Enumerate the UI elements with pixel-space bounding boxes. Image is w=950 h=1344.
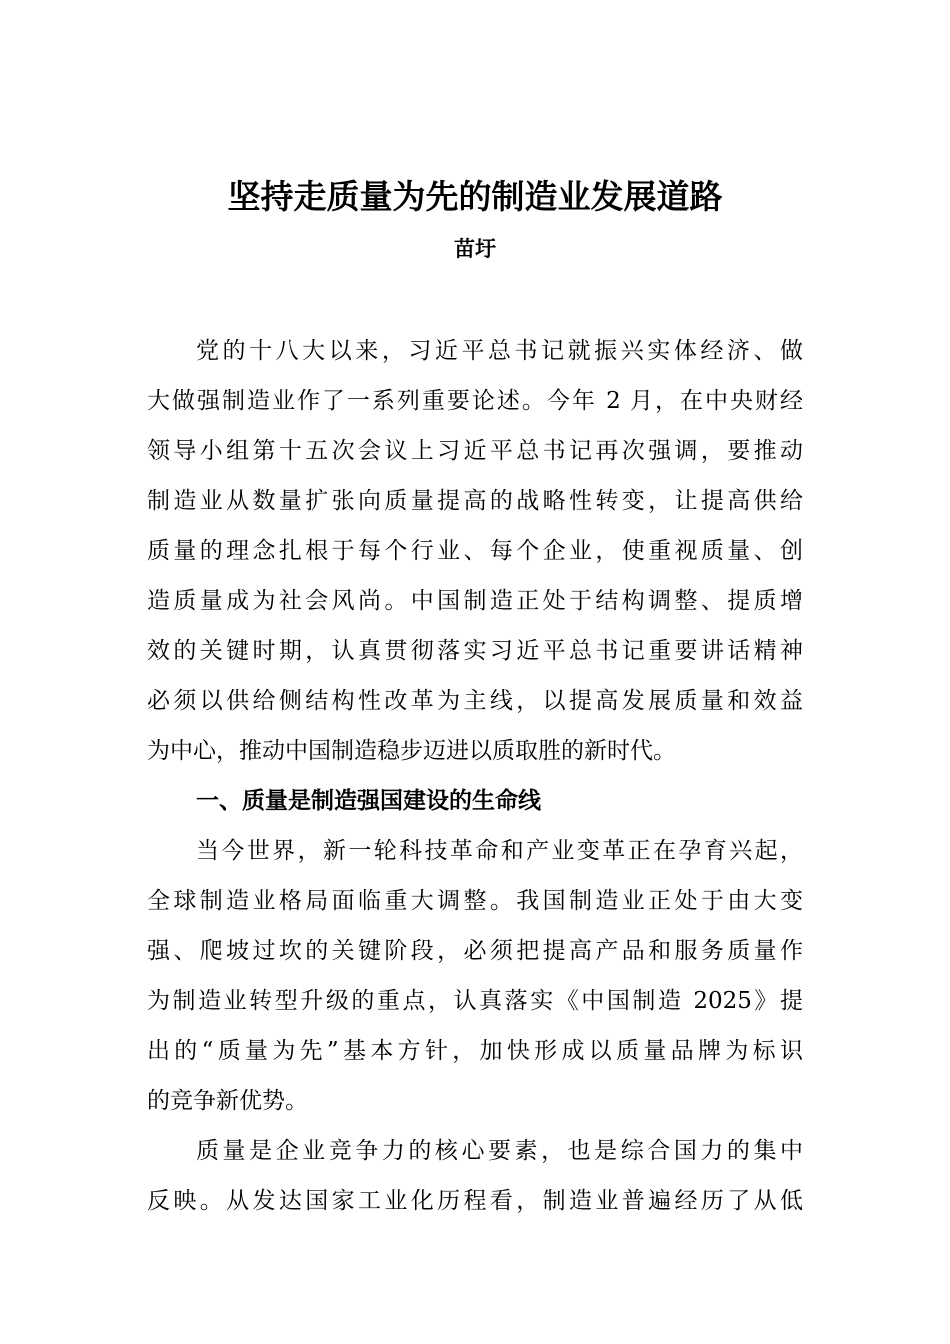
document-author: 苗圩 — [454, 236, 496, 261]
document-title: 坚持走质量为先的制造业发展道路 — [227, 177, 723, 216]
paragraph-1-line: 必须以供给侧结构性改革为主线，以提高发展质量和效益 — [147, 688, 803, 714]
paragraph-1-line: 效的关键时期，认真贯彻落实习近平总书记重要讲话精神 — [147, 638, 803, 664]
paragraph-3-line: 质量是企业竞争力的核心要素，也是综合国力的集中 — [196, 1138, 803, 1164]
section-heading: 一、质量是制造强国建设的生命线 — [196, 787, 541, 814]
paragraph-2-line: 为制造业转型升级的重点，认真落实《中国制造 2025》提 — [147, 988, 803, 1014]
paragraph-2-line: 出的“质量为先”基本方针，加快形成以质量品牌为标识 — [147, 1038, 803, 1064]
paragraph-1-line: 造质量成为社会风尚。中国制造正处于结构调整、提质增 — [147, 588, 803, 614]
paragraph-1-line: 质量的理念扎根于每个行业、每个企业，使重视质量、创 — [147, 538, 803, 564]
paragraph-3-line: 反映。从发达国家工业化历程看，制造业普遍经历了从低 — [147, 1188, 803, 1214]
paragraph-1-line: 大做强制造业作了一系列重要论述。今年 2 月，在中央财经 — [147, 388, 803, 414]
paragraph-2-line: 当今世界，新一轮科技革命和产业变革正在孕育兴起， — [196, 838, 803, 864]
paragraph-2-line: 的竞争新优势。 — [147, 1088, 308, 1114]
paragraph-1-line: 制造业从数量扩张向质量提高的战略性转变，让提高供给 — [147, 488, 803, 514]
paragraph-2-line: 强、爬坡过坎的关键阶段，必须把提高产品和服务质量作 — [147, 938, 803, 964]
paragraph-2-line: 全球制造业格局面临重大调整。我国制造业正处于由大变 — [147, 888, 803, 914]
paragraph-1-line: 领导小组第十五次会议上习近平总书记再次强调，要推动 — [147, 438, 803, 464]
paragraph-1-line: 为中心，推动中国制造稳步迈进以质取胜的新时代。 — [147, 738, 676, 764]
paragraph-1-line: 党的十八大以来，习近平总书记就振兴实体经济、做 — [196, 338, 803, 364]
